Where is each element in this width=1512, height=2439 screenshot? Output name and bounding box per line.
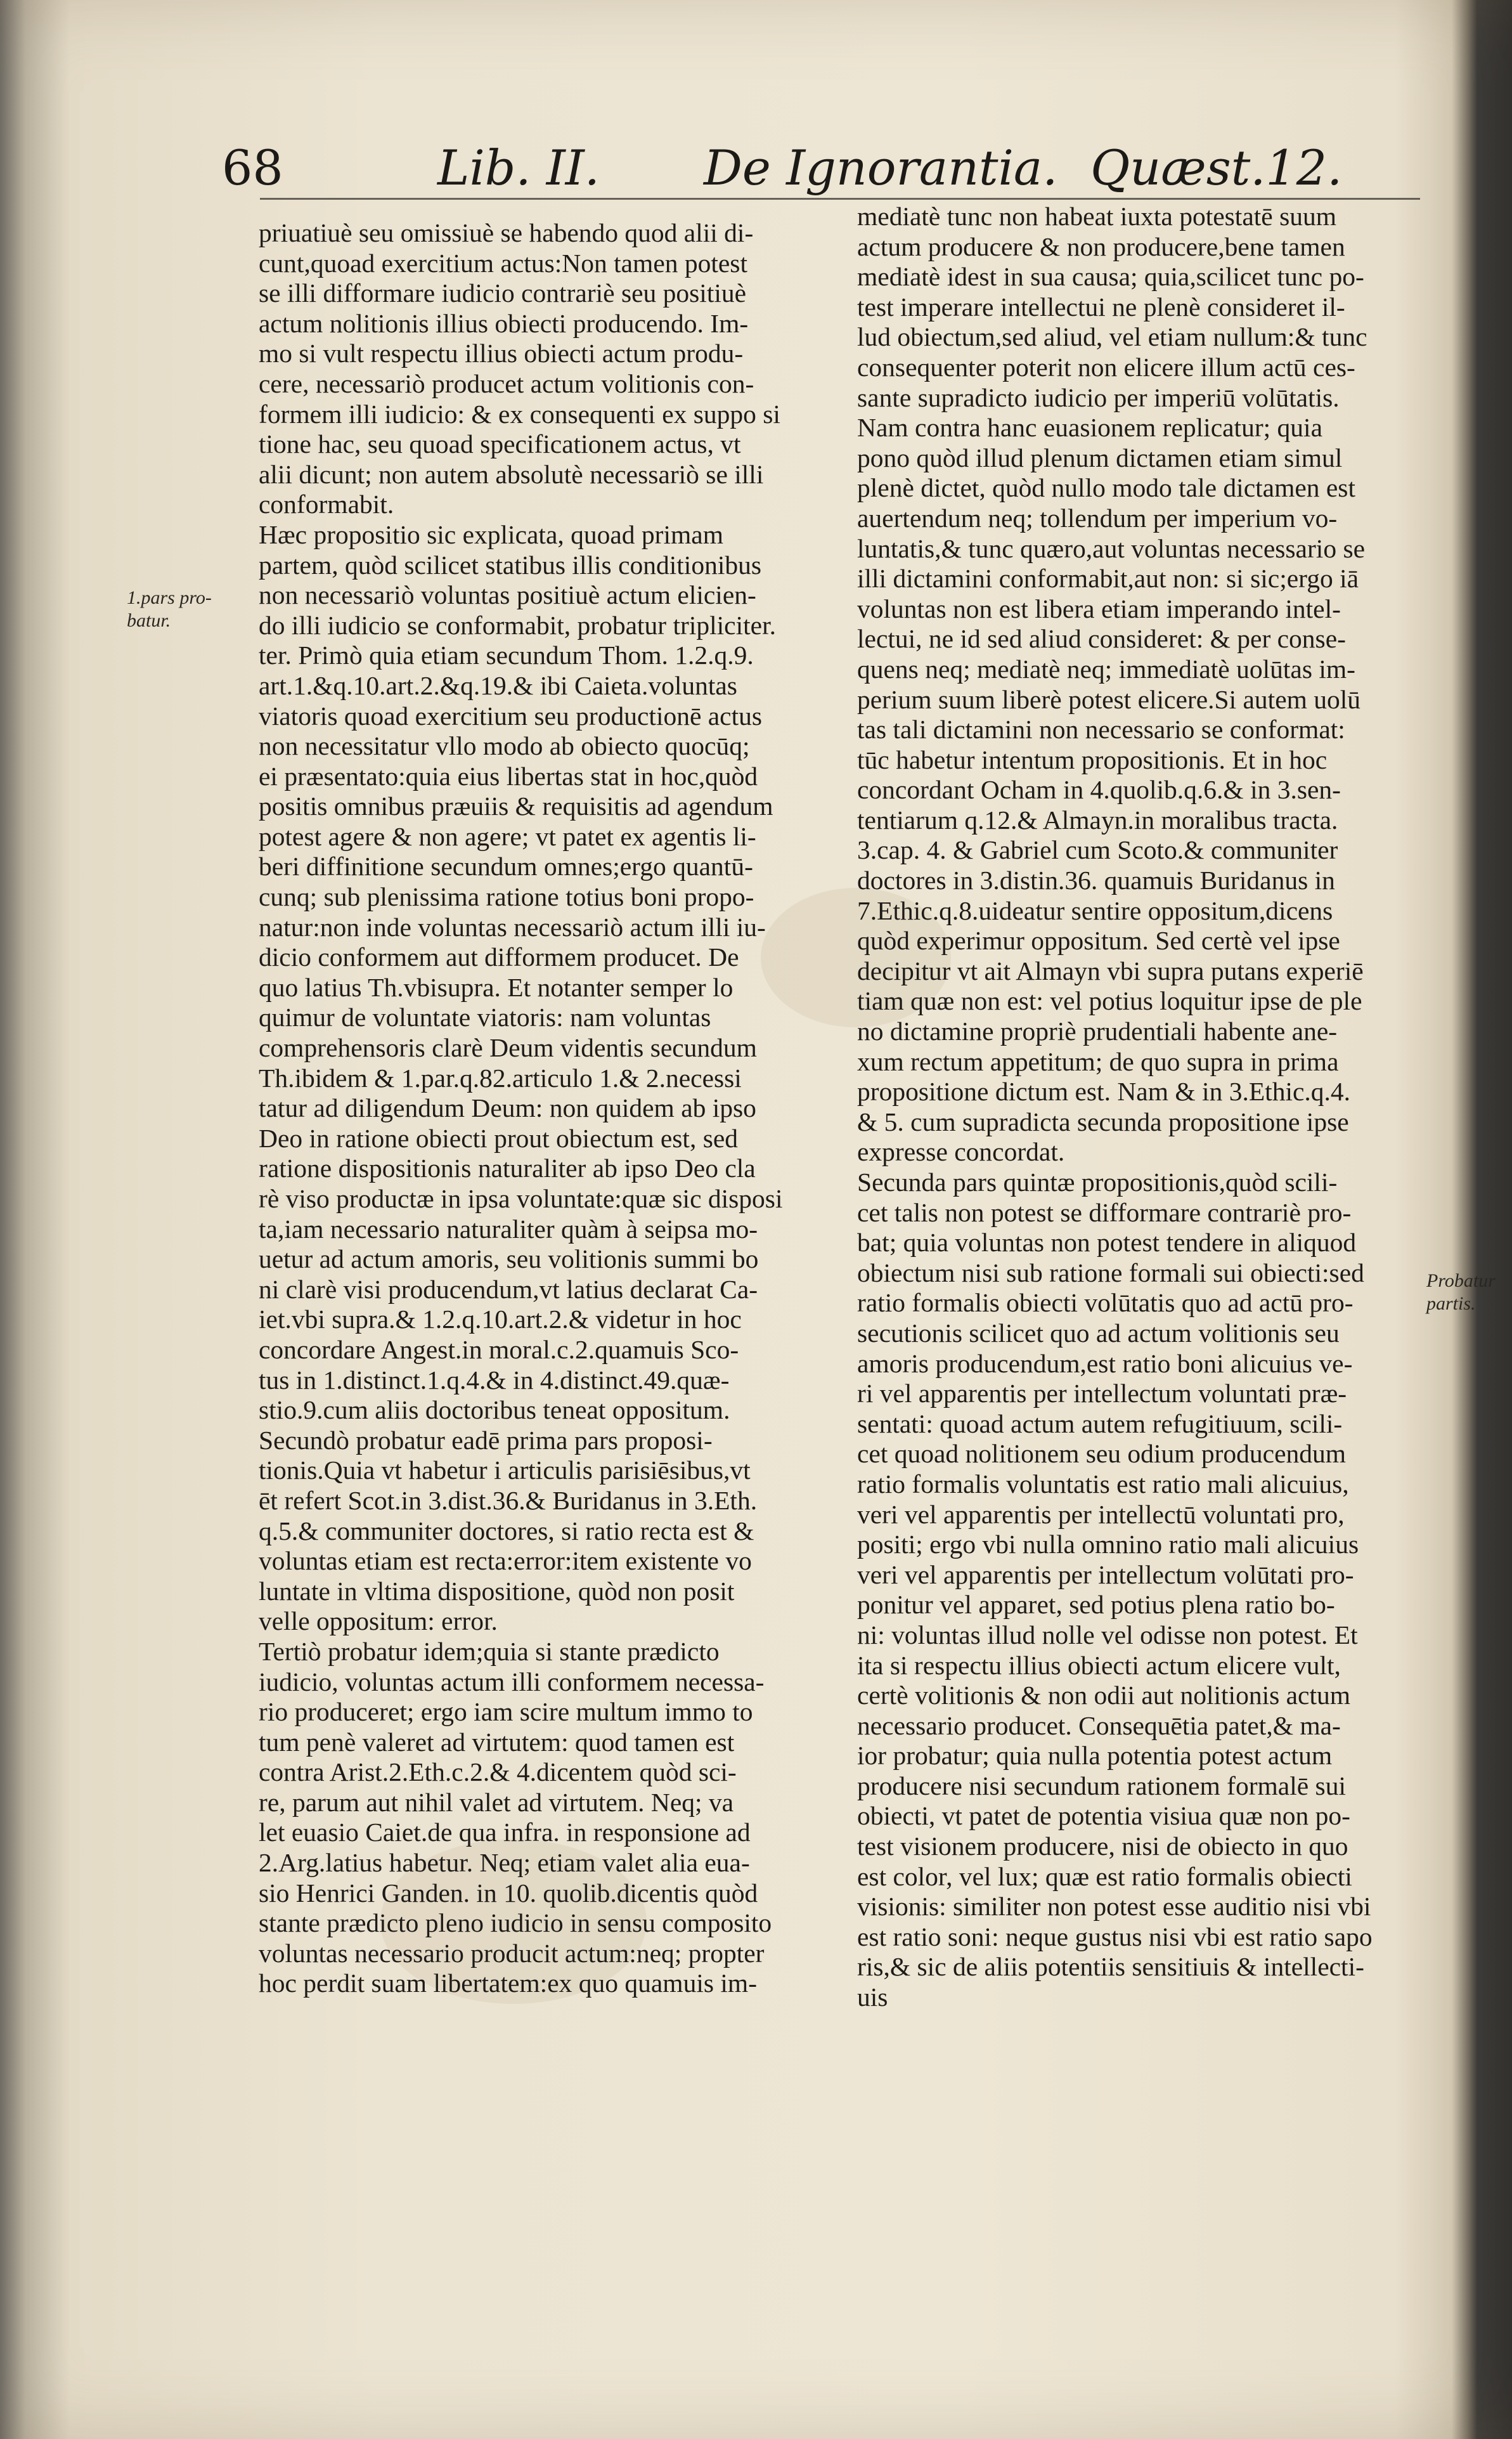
text-line: obiectum nisi sub ratione formali sui obiecti:sed: [857, 1258, 1364, 1287]
right-margin-note: [1426, 1270, 1496, 1315]
text-line: veri vel apparentis per intellectū voluntati pro,: [857, 1499, 1345, 1529]
text-line: non necessariò voluntas positiuè actum elicien-: [259, 580, 756, 610]
text-line: est ratio soni: neque gustus nisi vbi est ratio sapo: [857, 1922, 1373, 1951]
text-line: actum nolitionis illius obiecti producendo. Im-: [259, 308, 749, 338]
text-line: stio.9.cum aliis doctoribus teneat oppositum.: [259, 1395, 730, 1425]
text-line: secutionis scilicet quo ad actum volitionis seu: [857, 1318, 1340, 1348]
text-line: partem, quòd scilicet statibus illis conditionibus: [259, 550, 762, 580]
text-line: re, parum aut nihil valet ad virtutem. Neq; va: [259, 1787, 734, 1817]
text-line: do illi iudicio se conformabit, probatur tripliciter.: [259, 610, 776, 640]
text-line: necessario producet. Consequētia patet,& ma-: [857, 1710, 1341, 1740]
text-line: plenè dictet, quòd nullo modo tale dictamen est: [857, 473, 1355, 503]
text-line: & 5. cum supradicta secunda propositione ipse: [857, 1107, 1349, 1136]
text-line: ratio formalis obiecti volūtatis quo ad actū pro-: [857, 1288, 1354, 1318]
text-line: sante supradicto iudicio per imperiū volūtatis.: [857, 382, 1340, 412]
text-line: let euasio Caiet.de qua infra. in responsione ad: [259, 1818, 751, 1847]
text-line: ris,& sic de aliis potentiis sensitiuis & intellecti-: [857, 1952, 1364, 1982]
text-line: sio Henrici Ganden. in 10. quolib.dicentis quòd: [259, 1878, 758, 1908]
text-line: bat; quia voluntas non potest tendere in aliquod: [857, 1228, 1357, 1258]
text-line: amoris producendum,est ratio boni alicuius ve-: [857, 1348, 1353, 1378]
text-line: quens neq; mediatè neq; immediatè uolūtas im-: [857, 654, 1355, 684]
text-line: lectui, ne id sed aliud consideret: & per conse-: [857, 624, 1346, 654]
text-line: obiecti, vt patet de potentia visiua quæ non po-: [857, 1801, 1350, 1831]
text-line: tas tali dictamini non necessario se conformat:: [857, 715, 1345, 745]
text-line: Tertiò probatur idem;quia si stante prædicto: [259, 1636, 720, 1666]
text-line: consequenter poterit non elicere illum actū ces-: [857, 352, 1355, 382]
text-line: xum rectum appetitum; de quo supra in prima: [857, 1046, 1339, 1076]
text-line: 7.Ethic.q.8.uideatur sentire oppositum,dicens: [857, 895, 1333, 925]
text-line: Secunda pars quintæ propositionis,quòd scili-: [857, 1167, 1338, 1197]
text-line: Th.ibidem & 1.par.q.82.articulo 1.& 2.necessi: [259, 1063, 742, 1093]
text-line: Hæc propositio sic explicata, quoad primam: [259, 519, 723, 549]
text-line: ei præsentato:quia eius libertas stat in hoc,quòd: [259, 761, 758, 791]
text-line: quòd experimur oppositum. Sed certè vel ipse: [857, 926, 1340, 956]
text-line: ita si respectu illius obiecti actum elicere vult,: [857, 1650, 1341, 1680]
margin-note-line: batur.: [127, 610, 171, 631]
text-line: auertendum neq; tollendum per imperium vo-: [857, 503, 1338, 533]
text-line: actum producere & non producere,bene tamen: [857, 231, 1345, 261]
text-line: mediatè idest in sua causa; quia,scilicet tunc po-: [857, 262, 1364, 292]
left-margin-note: [127, 587, 247, 632]
text-line: ni: voluntas illud nolle vel odisse non potest. Et: [857, 1620, 1358, 1649]
text-line: cet talis non potest se difformare contrariè pro-: [857, 1197, 1352, 1227]
text-line: est color, vel lux; quæ est ratio formalis obiecti: [857, 1861, 1352, 1891]
text-line: priuatiuè seu omissiuè se habendo quod alii di-: [259, 218, 754, 247]
text-line: visionis: similiter non potest esse auditio nisi vbi: [857, 1892, 1371, 1922]
text-line: viatoris quoad exercitium seu productionē actus: [259, 701, 763, 731]
text-line: tūc habetur intentum propositionis. Et in hoc: [857, 745, 1328, 774]
text-line: certè volitionis & non odii aut nolitionis actum: [857, 1681, 1351, 1710]
text-line: dicio conformem aut difformem producet. De: [259, 942, 739, 972]
text-line: cunq; sub plenissima ratione totius boni propo-: [259, 882, 754, 912]
text-line: quimur de voluntate viatoris: nam voluntas: [259, 1003, 711, 1032]
text-line: ter. Primò quia etiam secundum Thom. 1.2.q.9.: [259, 641, 754, 670]
text-line: q.5.& communiter doctores, si ratio recta est &: [259, 1516, 754, 1545]
text-line: mediatè tunc non habeat iuxta potestatē suum: [857, 202, 1336, 231]
text-line: tatur ad diligendum Deum: non quidem ab ipso: [259, 1093, 756, 1123]
text-line: producere nisi secundum rationem formalē sui: [857, 1771, 1346, 1800]
left-text-column: [259, 218, 848, 1999]
text-line: tus in 1.distinct.1.q.4.& in 4.distinct.49.quæ-: [259, 1365, 730, 1395]
text-line: tionis.Quia vt habetur i articulis parisiēsibus,vt: [259, 1455, 751, 1485]
text-line: potest agere & non agere; vt patet ex agentis li-: [259, 821, 756, 851]
text-line: tentiarum q.12.& Almayn.in moralibus tracta.: [857, 805, 1338, 835]
text-line: positi; ergo vbi nulla omnino ratio mali alicuius: [857, 1530, 1359, 1559]
text-line: alii dicunt; non autem absolutè necessariò se illi: [259, 459, 764, 489]
text-line: ratio formalis voluntatis est ratio mali alicuius,: [857, 1469, 1349, 1499]
book-label: Lib. II.: [437, 140, 600, 196]
text-line: test visionem producere, nisi de obiecto in quo: [857, 1831, 1348, 1861]
text-line: concordant Ocham in 4.quolib.q.6.& in 3.sen-: [857, 775, 1341, 805]
text-line: iudicio, voluntas actum illi conformem necessa-: [259, 1667, 765, 1696]
margin-note-line: 1.pars pro-: [127, 587, 212, 608]
text-line: natur:non inde voluntas necessariò actum illi iu-: [259, 912, 766, 942]
header-rule: [260, 198, 1420, 200]
text-line: lud obiectum,sed aliud, vel etiam nullum:& tunc: [857, 322, 1367, 352]
text-line: voluntas necessario producit actum:neq; propter: [259, 1938, 765, 1968]
running-header: [222, 136, 1414, 206]
text-line: positis omnibus præuiis & requisitis ad agendum: [259, 791, 773, 821]
text-line: 2.Arg.latius habetur. Neq; etiam valet alia eua-: [259, 1848, 750, 1878]
text-line: velle oppositum: error.: [259, 1606, 498, 1636]
text-line: luntatis,& tunc quæro,aut voluntas necessario se: [857, 533, 1366, 563]
text-line: ri vel apparentis per intellectum voluntati præ-: [857, 1379, 1347, 1408]
text-line: 3.cap. 4. & Gabriel cum Scoto.& communiter: [857, 835, 1338, 865]
text-line: mo si vult respectu illius obiecti actum produ-: [259, 339, 744, 368]
text-line: iet.vbi supra.& 1.2.q.10.art.2.& videtur in hoc: [259, 1304, 742, 1334]
text-line: pono quòd illud plenum dictamen etiam simul: [857, 443, 1343, 472]
text-line: tione hac, seu quoad specificationem actus, vt: [259, 429, 741, 459]
chapter-title: De Ignorantia.: [704, 140, 1058, 196]
text-line: conformabit.: [259, 490, 394, 519]
text-line: ta,iam necessario naturaliter quàm à seipsa mo-: [259, 1214, 758, 1244]
text-line: tiam quæ non est: vel potius loquitur ipse de ple: [857, 986, 1362, 1016]
text-line: ior probatur; quia nulla potentia potest actum: [857, 1741, 1333, 1771]
text-line: non necessitatur vllo modo ab obiecto quocūq;: [259, 731, 750, 761]
text-line: luntate in vltima dispositione, quòd non posit: [259, 1576, 735, 1606]
text-line: rè viso productæ in ipsa voluntate:quæ sic disposi: [259, 1184, 783, 1213]
text-line: Nam contra hanc euasionem replicatur; quia: [857, 413, 1323, 443]
text-line: expresse concordat.: [857, 1137, 1065, 1167]
text-line: cunt,quoad exercitium actus:Non tamen potest: [259, 248, 747, 278]
text-line: doctores in 3.distin.36. quamuis Buridanus in: [857, 866, 1335, 895]
text-line: no dictamine propriè prudentiali habente ane-: [857, 1017, 1338, 1046]
text-line: contra Arist.2.Eth.c.2.& 4.dicentem quòd sci-: [259, 1757, 737, 1787]
text-line: ēt refert Scot.in 3.dist.36.& Buridanus in 3.Eth.: [259, 1485, 758, 1515]
text-line: stante prædicto pleno iudicio in sensu composito: [259, 1908, 772, 1938]
text-line: concordare Angest.in moral.c.2.quamuis Sco-: [259, 1334, 739, 1364]
page-number: 68: [222, 140, 283, 196]
question-label: Quæst.12.: [1090, 140, 1343, 196]
text-line: decipitur vt ait Almayn vbi supra putans experiē: [857, 956, 1364, 985]
text-line: ni clarè visi producendum,vt latius declarat Ca-: [259, 1274, 758, 1304]
text-line: Deo in ratione obiecti prout obiectum est, sed: [259, 1123, 739, 1153]
text-line: ponitur vel apparet, sed potius plena ratio bo-: [857, 1590, 1335, 1620]
text-line: formem illi iudicio: & ex consequenti ex suppo si: [259, 399, 780, 429]
text-line: se illi difformare iudicio contrariè seu positiuè: [259, 278, 747, 308]
text-line: voluntas non est libera etiam imperando intel-: [857, 594, 1341, 623]
right-text-column: [857, 202, 1428, 2013]
text-line: uis: [857, 1982, 888, 2012]
text-line: art.1.&q.10.art.2.&q.19.& ibi Caieta.voluntas: [259, 670, 737, 700]
text-line: veri vel apparentis per intellectum volūtati pro-: [857, 1559, 1354, 1589]
text-line: illi dictamini conformabit,aut non: si sic;ergo iā: [857, 564, 1359, 594]
text-line: quo latius Th.vbisupra. Et notanter semper lo: [259, 972, 733, 1002]
margin-note-line: Probatur: [1426, 1270, 1496, 1291]
text-line: perium suum liberè potest elicere.Si autem uolū: [857, 684, 1361, 714]
text-line: rio produceret; ergo iam scire multum immo to: [259, 1697, 753, 1727]
text-line: comprehensoris clarè Deum videntis secundum: [259, 1033, 757, 1063]
text-line: cere, necessariò producet actum volitionis con-: [259, 368, 754, 398]
margin-note-line: partis.: [1426, 1293, 1476, 1314]
text-line: ratione dispositionis naturaliter ab ipso Deo cla: [259, 1154, 756, 1183]
text-line: test imperare intellectui ne plenè consideret il-: [857, 292, 1345, 322]
text-line: sentati: quoad actum autem refugitiuum, scili-: [857, 1408, 1343, 1438]
text-line: uetur ad actum amoris, seu volitionis summi bo: [259, 1244, 759, 1274]
text-line: hoc perdit suam libertatem:ex quo quamuis im-: [259, 1968, 758, 1998]
text-line: Secundò probatur eadē prima pars proposi-: [259, 1425, 713, 1455]
text-line: propositione dictum est. Nam & in 3.Ethic.q.4.: [857, 1077, 1351, 1107]
text-line: tum penè valeret ad virtutem: quod tamen est: [259, 1727, 735, 1757]
text-line: cet quoad nolitionem seu odium producendum: [857, 1439, 1347, 1469]
text-line: voluntas etiam est recta:error:item existente vo: [259, 1546, 752, 1576]
text-line: beri diffinitione secundum omnes;ergo quantū-: [259, 852, 753, 881]
